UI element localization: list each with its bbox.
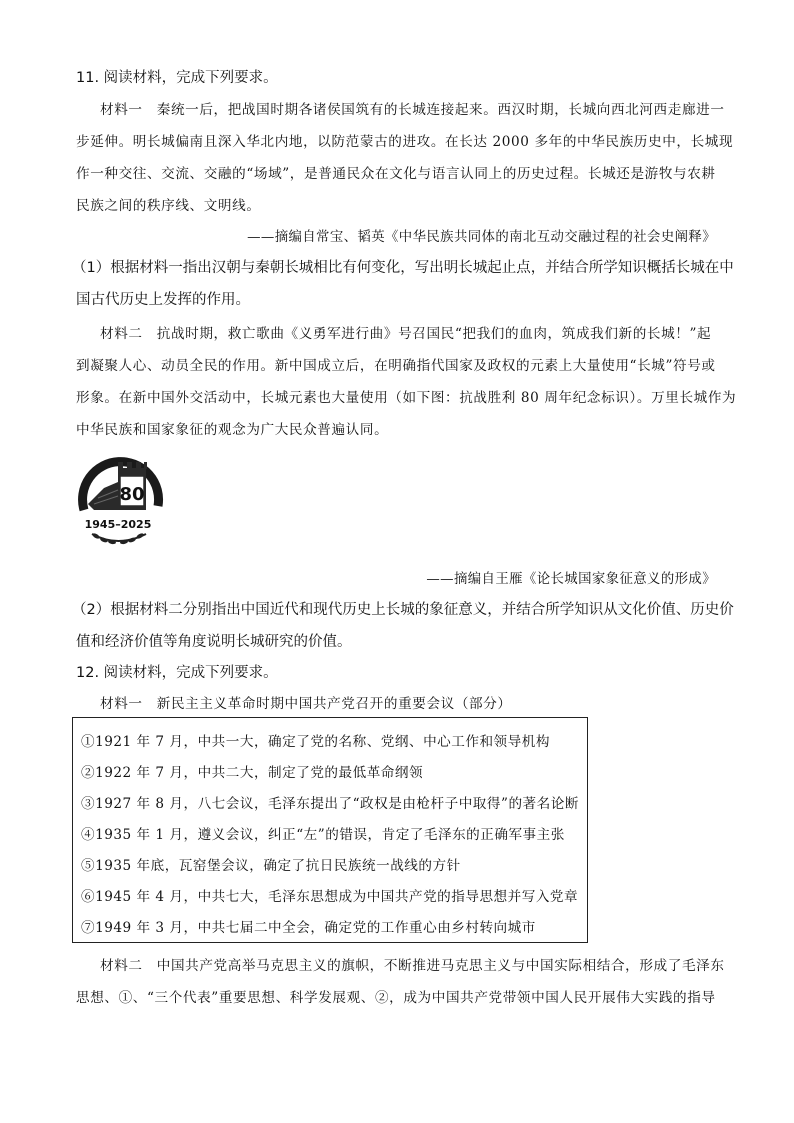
q11-subquestion-1-line-2: 国古代历史上发挥的作用。 [76,292,250,308]
q11-material1-line-3: 作一种交往、交流、交融的“场域”，是普通民众在文化与语言认同上的历史过程。长城还是游牧与农耕 [76,166,716,182]
q11-material2-line-1: 材料二 抗战时期，救亡歌曲《义勇军进行曲》号召国民“把我们的血肉，筑成我们新的长城！”起 [100,326,712,342]
meeting-item-3: ③1927 年 8 月，八七会议，毛泽东提出了“政权是由枪杆子中取得”的著名论断 [81,796,579,812]
logo-years: 1945–2025 [84,518,152,531]
meeting-item-5: ⑤1935 年底，瓦窑堡会议，确定了抗日民族统一战线的方针 [81,858,461,874]
meetings-table [72,717,588,943]
meeting-item-4: ④1935 年 1 月，遵义会议，纠正“左”的错误，肯定了毛泽东的正确军事主张 [81,827,565,843]
logo-number: 80 [119,484,145,505]
q11-material2-line-3: 形象。在新中国外交活动中，长城元素也大量使用（如下图：抗战胜利 80 周年纪念标识）。万里长城作为 [76,390,737,406]
q11-subquestion-2-line-1: （2）根据材料二分别指出中国近代和现代历史上长城的象征意义，并结合所学知识从文化价值、历史价 [72,602,734,618]
q11-subquestion-1-line-1: （1）根据材料一指出汉朝与秦朝长城相比有何变化，写出明长城起止点，并结合所学知识概括长城在中 [72,260,734,276]
q11-material2-line-4: 中华民族和国家象征的观念为广大民众普遍认同。 [76,422,389,438]
q11-material1-line-1: 材料一 秦统一后，把战国时期各诸侯国筑有的长城连接起来。西汉时期，长城向西北河西走廊进一 [100,102,725,118]
q11-material2-line-2: 到凝聚人心、动员全民的作用。新中国成立后，在明确指代国家及政权的元素上大量使用“长城”符号或 [76,358,716,374]
question-11-heading: 11. 阅读材料，完成下列要求。 [76,70,278,86]
question-12-heading: 12. 阅读材料，完成下列要求。 [76,665,278,681]
q12-material2-line-1: 材料二 中国共产党高举马克思主义的旗帜，不断推进马克思主义与中国实际相结合，形成了毛泽东 [100,958,725,974]
q11-material1-line-2: 步延伸。明长城偏南且深入华北内地，以防范蒙古的进攻。在长达 2000 多年的中华民族历史中，长城现 [76,134,734,150]
meeting-item-1: ①1921 年 7 月，中共一大，确定了党的名称、党纲、中心工作和领导机构 [81,734,550,750]
q11-source-1: ——摘编自常宝、韬英《中华民族共同体的南北互动交融过程的社会史阐释》 [247,230,716,245]
q11-material1-line-4: 民族之间的秩序线、文明线。 [76,198,261,214]
meeting-item-7: ⑦1949 年 3 月，中共七届二中全会，确定党的工作重心由乡村转向城市 [81,920,536,936]
q12-material1-title: 材料一 新民主主义革命时期中国共产党召开的重要会议（部分） [100,696,512,712]
meeting-item-2: ②1922 年 7 月，中共二大，制定了党的最低革命纲领 [81,765,424,781]
meeting-item-6: ⑥1945 年 4 月，中共七大，毛泽东思想成为中国共产党的指导思想并写入党章 [81,889,579,905]
q12-material2-line-2: 思想、①、“三个代表”重要思想、科学发展观、②，成为中国共产党带领中国人民开展伟大实践的指导 [76,990,716,1006]
anniversary-logo [74,448,166,550]
q11-subquestion-2-line-2: 值和经济价值等角度说明长城研究的价值。 [76,634,352,650]
q11-source-2: ——摘编自王雁《论长城国家象征意义的形成》 [426,572,716,587]
great-wall-emblem-icon [74,448,166,550]
